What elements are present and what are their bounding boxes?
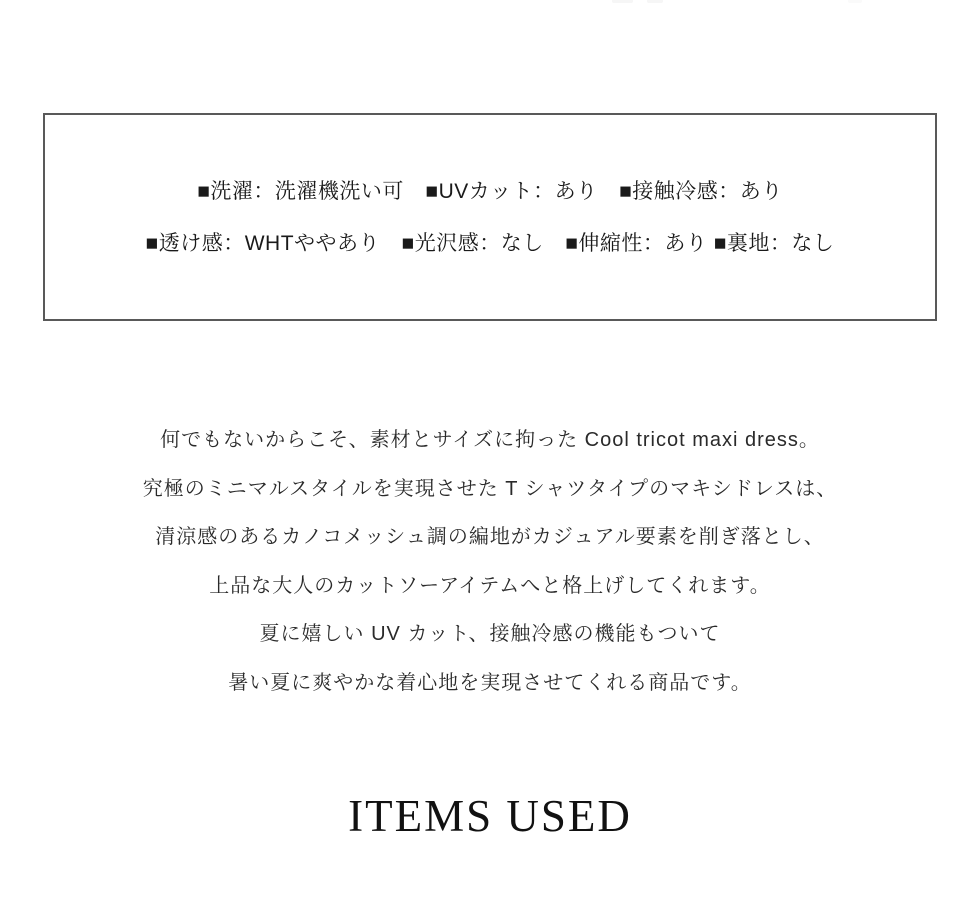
description-line: 何でもないからこそ、素材とサイズに拘った Cool tricot maxi dress。 xyxy=(160,429,820,451)
description-line: 夏に嬉しい UV カット、接触冷感の機能もついて xyxy=(259,623,721,645)
top-edge-crop-artifact xyxy=(647,0,663,3)
items-used-heading: ITEMS USED xyxy=(348,791,632,841)
top-edge-crop-artifact xyxy=(848,0,862,3)
description-line: 上品な大人のカットソーアイテムへと格上げしてくれます。 xyxy=(209,574,771,597)
spec-line-sheer-gloss-stretch-lining: ■透け感：WHTややあり ■光沢感：なし ■伸縮性：あり ■裏地：なし xyxy=(145,231,835,255)
description-line: 清涼感のあるカノコメッシュ調の編地がカジュアル要素を削ぎ落とし、 xyxy=(155,526,825,548)
product-description xyxy=(0,416,980,707)
product-spec-box xyxy=(43,113,937,321)
top-edge-crop-artifact xyxy=(612,0,633,3)
description-line: 究極のミニマルスタイルを実現させた T シャツタイプのマキシドレスは、 xyxy=(142,477,838,500)
description-line: 暑い夏に爽やかな着心地を実現させてくれる商品です。 xyxy=(228,671,752,694)
spec-line-wash-uv-cooling: ■洗濯：洗濯機洗い可 ■UVカット：あり ■接触冷感：あり xyxy=(197,179,783,203)
